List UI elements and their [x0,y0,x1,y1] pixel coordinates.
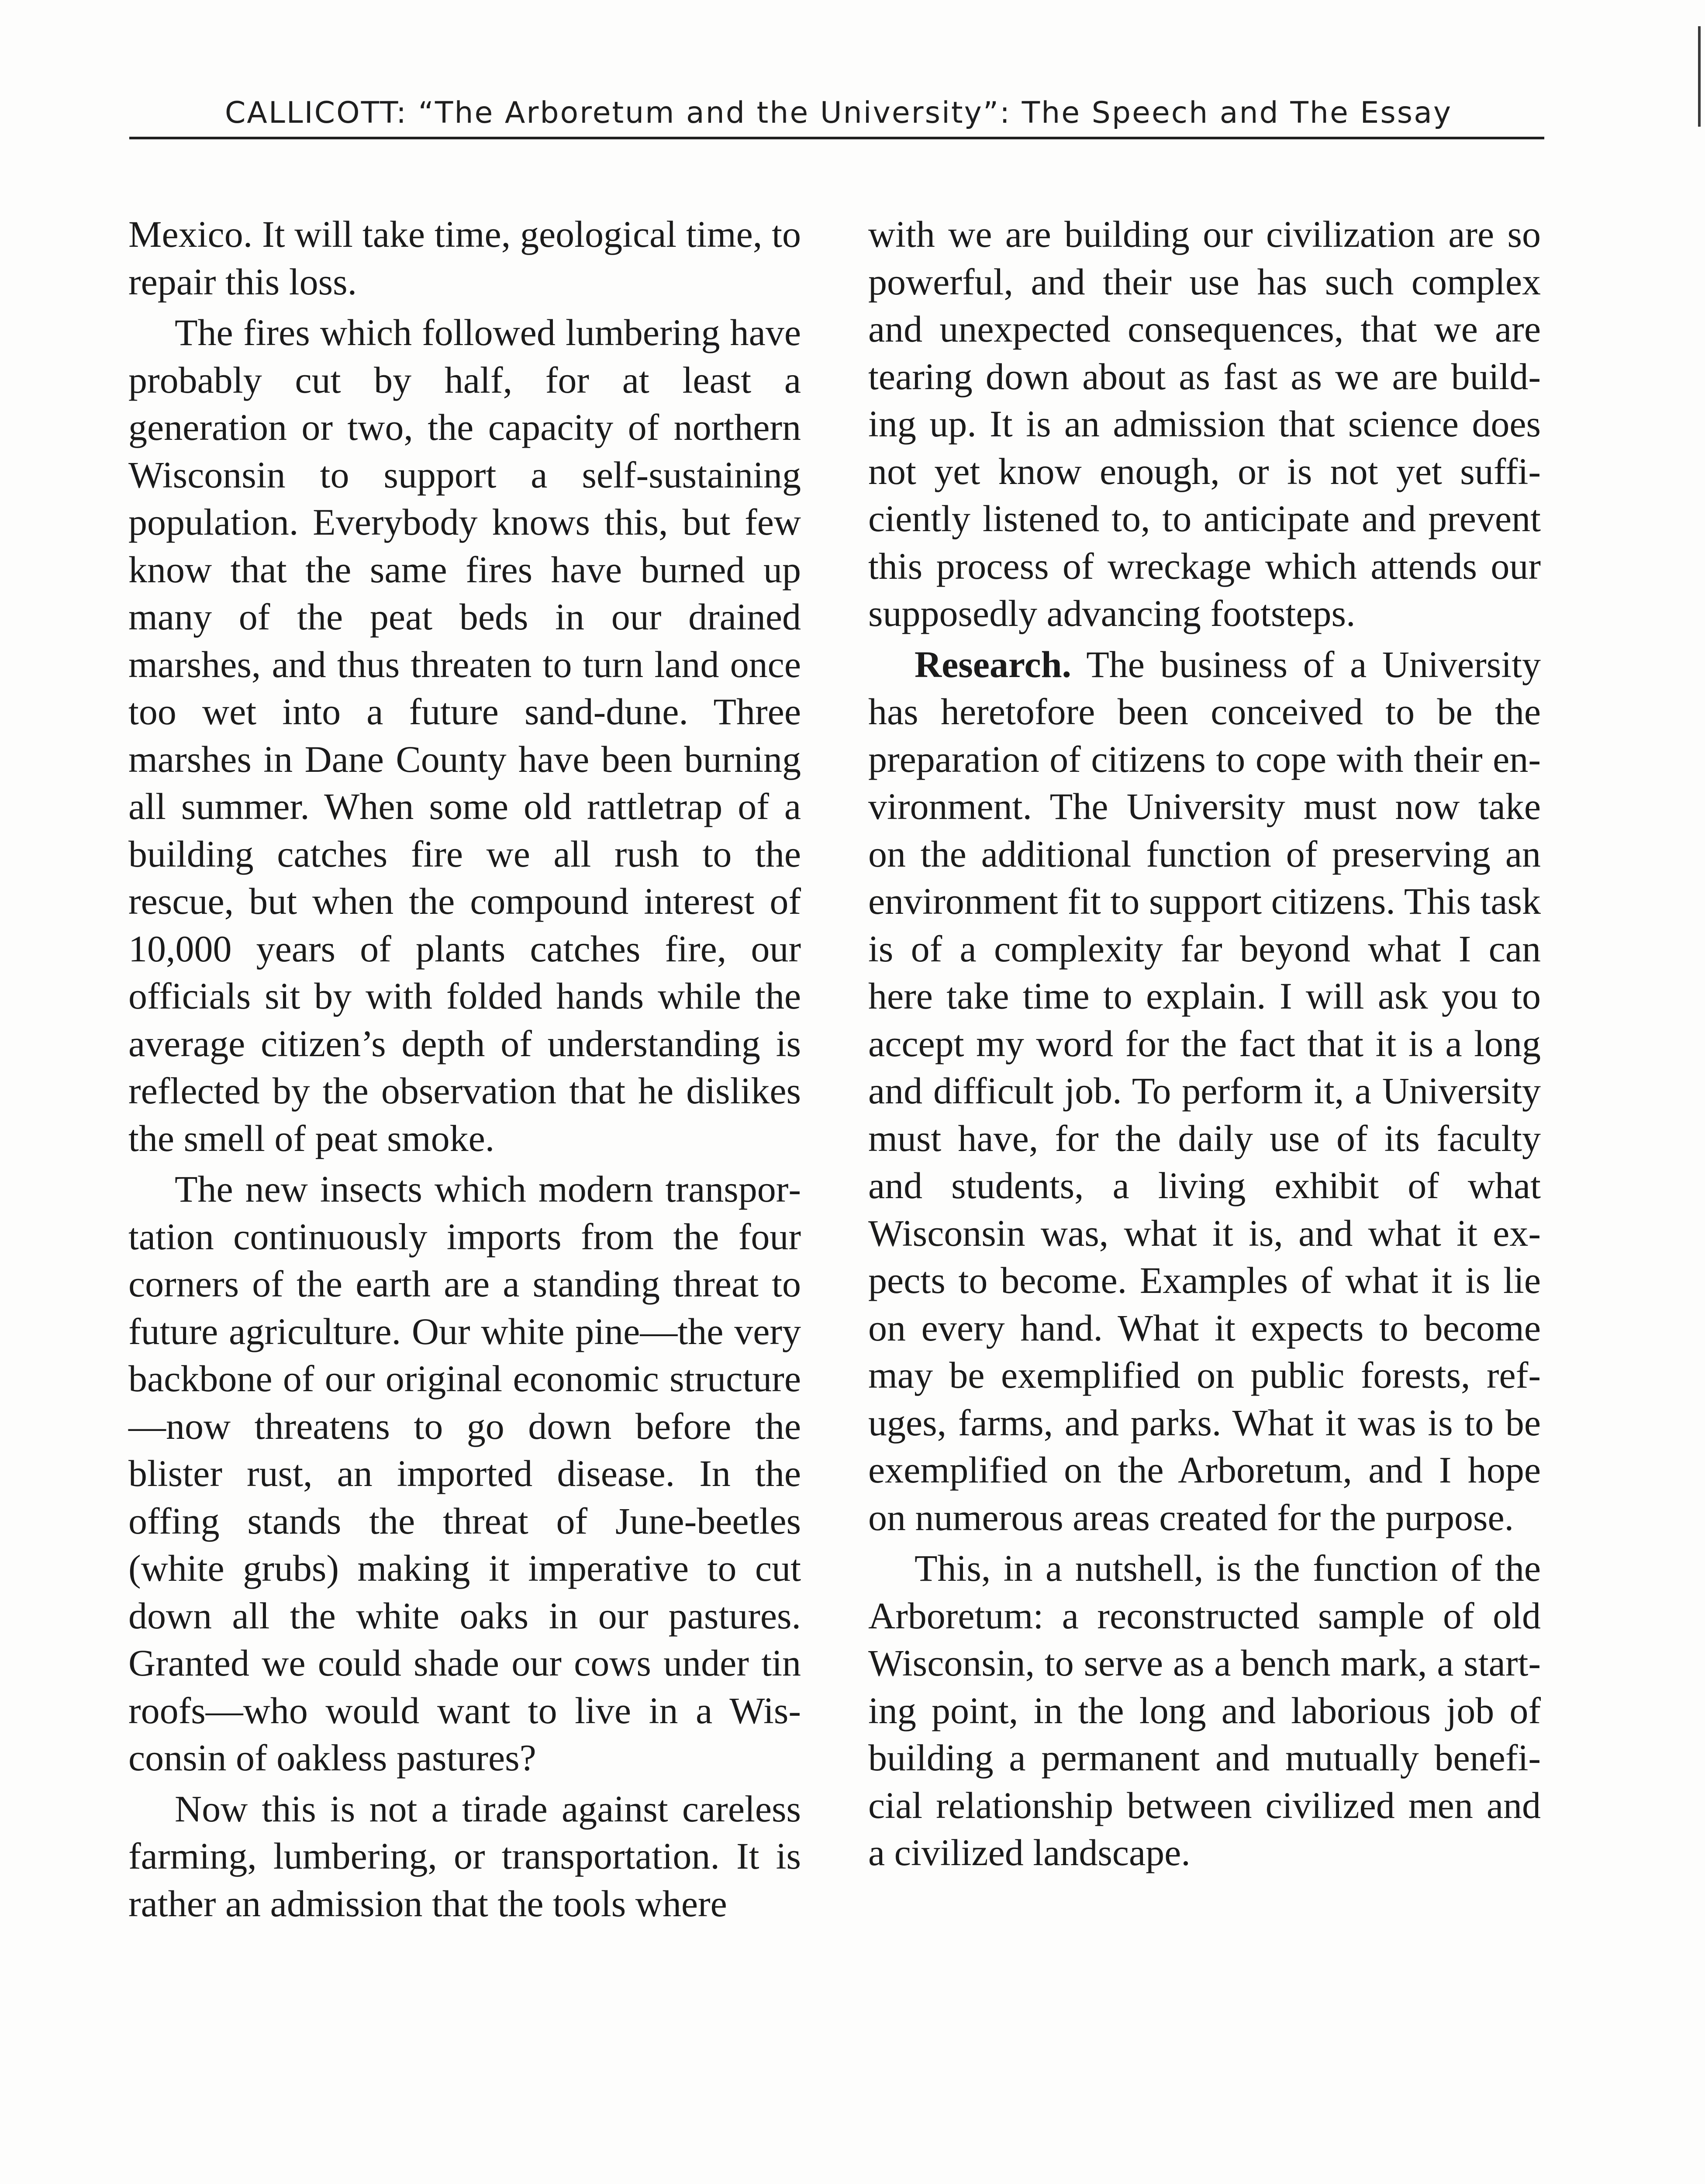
left-paragraph-insects: The new insects which modern transportation continuously imports from the four corners of the earth are a standing threat to future agriculture. Our white pine—the very backbone of our original economic structure—now threatens to go down before the blister rust, an imported disease. In the offing stands the threat of June-beetles (white grubs) making it imperative to cut down all the white oaks in our pastures. Granted we could shade our cows under tin roofs—who would want to live in a Wisconsin of oakless pastures? [128,1168,801,1779]
scan-edge-mark [1698,26,1701,127]
left-column [128,211,801,1927]
right-paragraph-research [868,641,1541,1541]
left-paragraph-continued: Mexico. It will take time, geological time, to repair this loss. [128,213,801,303]
right-column [868,211,1541,1876]
left-paragraph-fires: The fires which followed lumbering have probably cut by half, for at least a generation or two, the capacity of northern Wisconsin to support a self-sustaining population. Everybody knows this, but few know that the same fires have burned up many of the peat beds in our drained marshes, and thus threaten to turn land once too wet into a future sand-dune. Three marshes in Dane County have been burning all summer. When some old rattletrap of a building catches fire we all rush to the rescue, but when the compound interest of 10,000 years of plants catches fire, our officials sit by with folded hands while the average citizen’s depth of understanding is reflected by the observation that he dislikes the smell of peat smoke. [128,311,801,1159]
header-rule [129,137,1544,139]
research-text: The business of a University has heretofore been conceived to be the preparation of citizens to cope with their environment. The University must now take on the additional function of preserving an environment fit to support citizens. This task is of a complexity far beyond what I can here take time to explain. I will ask you to accept my word for the fact that it is a long and difficult job. To perform it, a University must have, for the daily use of its faculty and students, a living exhibit of what Wisconsin was, what it is, and what it expects to become. Examples of what it is lie on every hand. What it expects to become may be exemplified on public forests, refuges, farms, and parks. What it was is to be exemplified on the Arboretum, and I hope on numerous areas created for the purpose. [868,643,1541,1538]
research-heading: Research. [915,643,1072,685]
right-paragraph-closing: This, in a nutshell, is the function of the Arboretum: a reconstructed sample of old Wisconsin, to serve as a bench mark, a starting point, in the long and laborious job of building a permanent and mutually beneficial relationship between civilized men and a civilized landscape. [868,1547,1541,1873]
running-head: CALLICOTT: “The Arboretum and the University”: The Speech and The Essay [224,96,1453,130]
right-paragraph-continued: with we are building our civilization are so powerful, and their use has such complex and unexpected consequences, that we are tearing down about as fast as we are building up. It is an admission that science does not yet know enough, or is not yet sufficiently listened to, to anticipate and prevent this process of wreckage which attends our supposedly advancing footsteps. [868,213,1541,634]
left-paragraph-tirade: Now this is not a tirade against careless farming, lumbering, or transportation. It is rather an admission that the tools where [128,1787,801,1925]
